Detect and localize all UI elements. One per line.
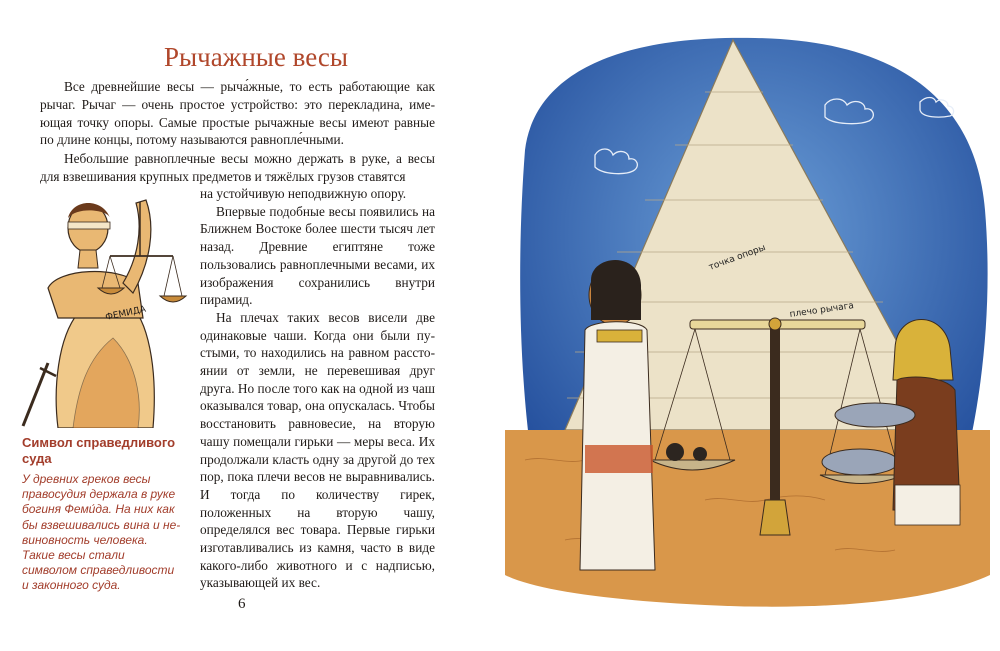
- page-title: Рычажные весы: [163, 42, 349, 72]
- page-number: 6: [238, 596, 246, 612]
- egyptian-scales-illustration: [505, 30, 990, 640]
- paragraph-hand-scales: Небольшие равноплечные весы можно держать в руке, а весы для взвешивания крупных предметов и тяжёлых грузов ставятся: [40, 151, 435, 184]
- text-column: [200, 185, 435, 592]
- caption-text: У древних греков весы правосудия держала в руке богиня Феми́да. На них как бы взвешивались вина и невиновность человека. Такие весы стали символом справедливости и законного суда.: [22, 472, 181, 593]
- themis-label: ФЕМИДА: [104, 304, 147, 323]
- lever-arm-label: плечо рычага: [789, 301, 855, 320]
- paragraph-hand-scales-continued: на устойчивую неподвижную опору.: [200, 186, 407, 201]
- paragraph-bowls: На плечах таких весов висели две одинаковые чаши. Когда они были пустыми, то находились на равном расстоянии от земли, не перевешивая друг друга. Но после того как на одной из чаш оказывался товар, она опускалась. Чтобы восстановить равновесие, на вторую чашу помещали гирьки — меры веса. Их продолжали класть одну за другой до тех пор, пока плечи весов не выравнивались. И тогда по количеству гирек, положенных на вторую чашу, определялся вес товара. Первые гирьки изготавливались из камня, часто в виде какого-либо животного и с надписью, указывающей их вес.: [200, 309, 435, 591]
- caption-title: Символ справедливого суда: [22, 435, 176, 466]
- themis-illustration: [18, 188, 190, 428]
- paragraph-intro: Все древнейшие весы — рыча́жные, то есть работающие как рычаг. Рычаг — очень простое устройство: это перекладина, имеющая точку опоры. Самые простые рычажные весы имеют равные по длине концы, потому называются равнопле́чными.: [40, 79, 435, 148]
- fulcrum-label: точка опоры: [707, 243, 768, 273]
- paragraph-history: Впервые подобные весы появились на Ближнем Востоке более шести тысяч лет назад. Древние египтяне тоже пользовались равноплечными весами, их изображения сохранились внутри пирамид.: [200, 203, 435, 308]
